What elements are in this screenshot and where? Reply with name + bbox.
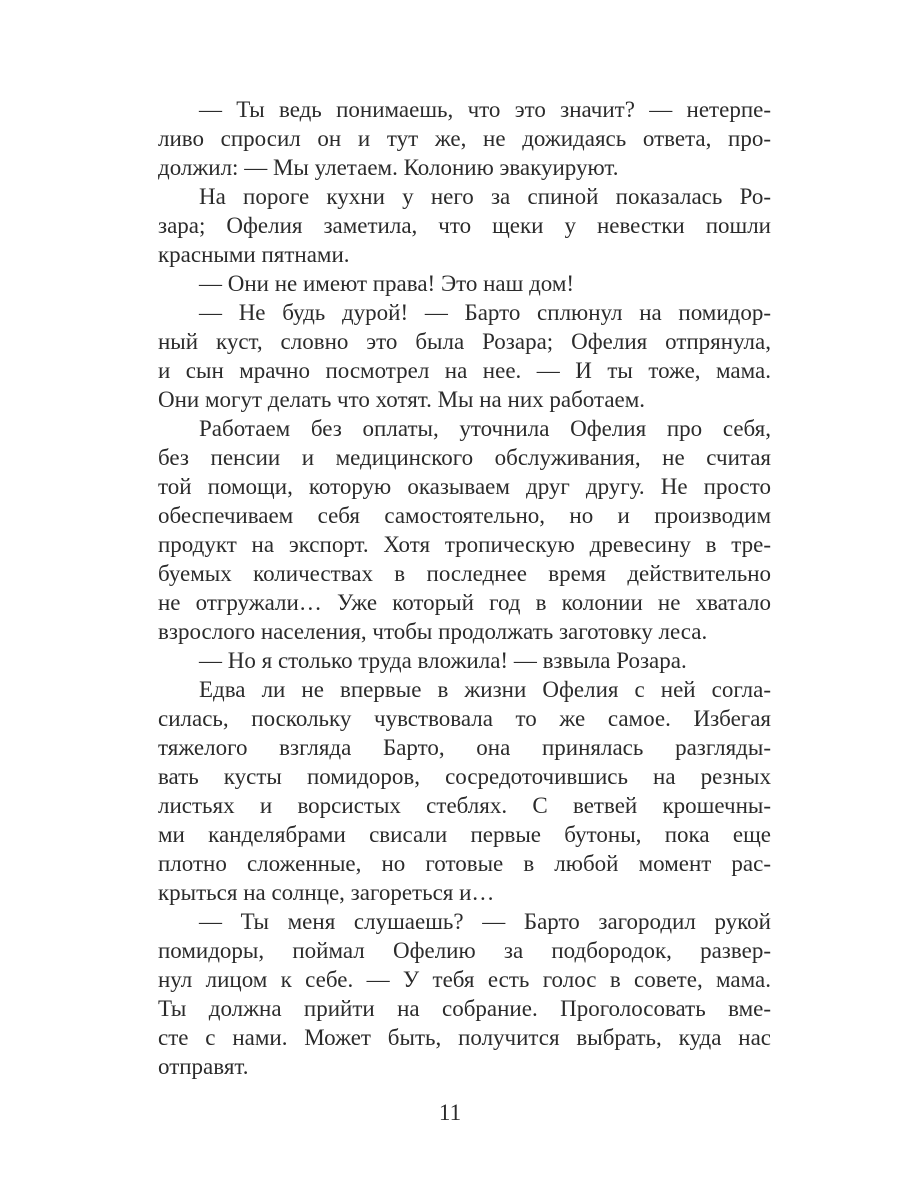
text-line: той помощи, которую оказываем друг другу. Не просто	[158, 474, 771, 499]
paragraph	[158, 95, 771, 182]
text-line: нул лицом к себе. — У тебя есть голос в совете, мама.	[158, 967, 771, 992]
text-line: Ты должна прийти на собрание. Проголосовать вме-	[158, 996, 771, 1021]
paragraph	[158, 182, 771, 269]
page-number: 11	[438, 1100, 462, 1125]
text-line: без пенсии и медицинского обслуживания, не считая	[158, 445, 771, 470]
text-line: должил: — Мы улетаем. Колонию эвакуируют.	[158, 155, 619, 180]
text-line: ливо спросил он и тут же, не дожидаясь ответа, про-	[158, 126, 771, 151]
text-line: взрослого населения, чтобы продолжать заготовку леса.	[158, 619, 708, 644]
text-line: вать кусты помидоров, сосредоточившись на резных	[158, 764, 771, 789]
text-line: обеспечиваем себя самостоятельно, но и производим	[158, 503, 771, 528]
text-line: ми канделябрами свисали первые бутоны, пока еще	[158, 822, 771, 847]
page-body-text	[158, 95, 771, 1081]
paragraph	[158, 414, 771, 646]
text-line: буемых количествах в последнее время действительно	[158, 561, 771, 586]
text-line: ный куст, словно это была Розара; Офелия отпрянула,	[158, 329, 771, 354]
paragraph	[158, 675, 771, 907]
paragraph	[158, 907, 771, 1081]
paragraph	[158, 269, 771, 298]
text-line: красными пятнами.	[158, 242, 350, 267]
text-line: — Но я столько труда вложила! — взвыла Розара.	[199, 648, 687, 673]
text-line: плотно сложенные, но готовые в любой момент рас-	[158, 851, 771, 876]
paragraph	[158, 298, 771, 414]
text-line: Едва ли не впервые в жизни Офелия с ней согла-	[199, 677, 771, 702]
text-line: Они могут делать что хотят. Мы на них работаем.	[158, 387, 646, 412]
paragraph	[158, 646, 771, 675]
text-line: листьях и ворсистых стеблях. С ветвей крошечны-	[158, 793, 771, 818]
text-line: отправят.	[158, 1054, 249, 1079]
text-line: зара; Офелия заметила, что щеки у невестки пошли	[158, 213, 771, 238]
text-line: силась, поскольку чувствовала то же самое. Избегая	[158, 706, 771, 731]
text-line: сте с нами. Может быть, получится выбрать, куда нас	[158, 1025, 771, 1050]
text-line: продукт на экспорт. Хотя тропическую древесину в тре-	[158, 532, 771, 557]
text-line: — Они не имеют права! Это наш дом!	[199, 271, 575, 296]
text-line: тяжелого взгляда Барто, она принялась разгляды-	[158, 735, 771, 760]
text-line: помидоры, поймал Офелию за подбородок, развер-	[158, 938, 771, 963]
text-line: — Ты меня слушаешь? — Барто загородил рукой	[199, 909, 771, 934]
text-line: не отгружали… Уже который год в колонии не хватало	[158, 590, 771, 615]
text-line: крыться на солнце, загореться и…	[158, 880, 495, 905]
text-line: — Ты ведь понимаешь, что это значит? — нетерпе-	[199, 97, 771, 122]
text-line: На пороге кухни у него за спиной показалась Ро-	[199, 184, 771, 209]
text-line: и сын мрачно посмотрел на нее. — И ты тоже, мама.	[158, 358, 771, 383]
text-line: Работаем без оплаты, уточнила Офелия про себя,	[199, 416, 771, 441]
text-line: — Не будь дурой! — Барто сплюнул на помидор-	[199, 300, 771, 325]
